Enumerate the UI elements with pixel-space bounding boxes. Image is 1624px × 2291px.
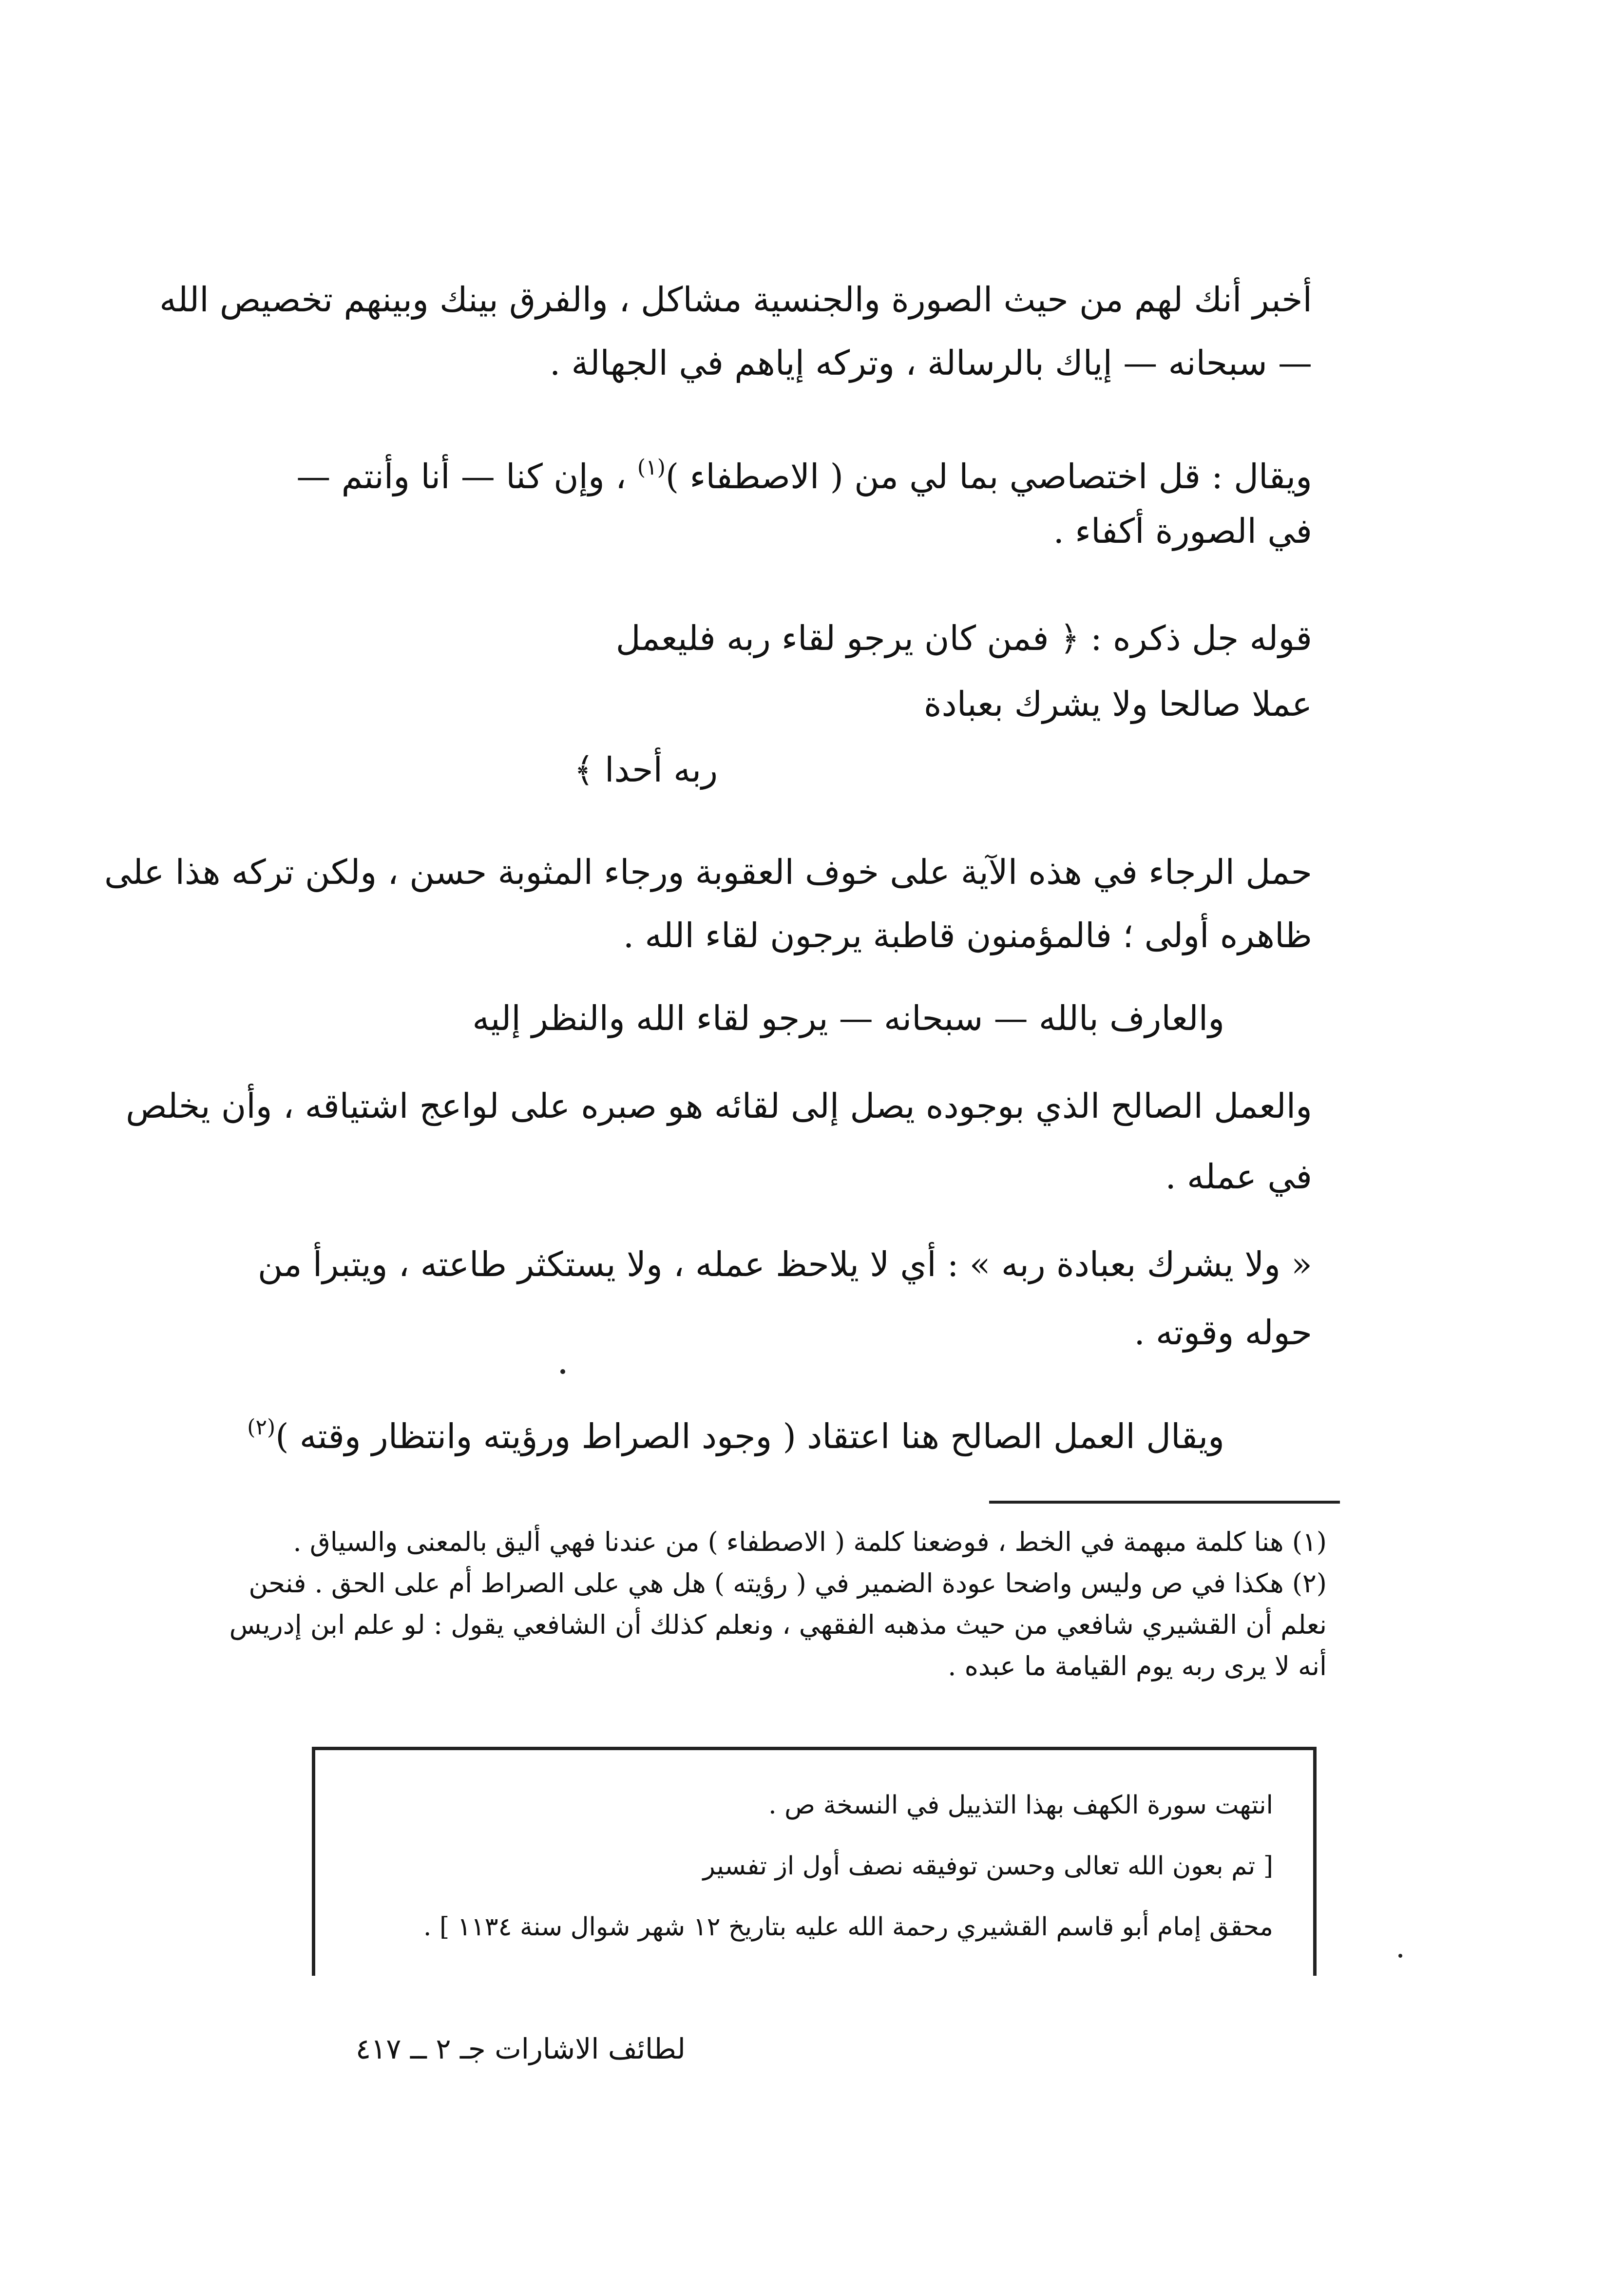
body-line-11: حوله وقوته .	[1134, 1313, 1312, 1353]
body-line-7: والعارف بالله — سبحانه — يرجو لقاء الله والنظر إليه	[472, 998, 1224, 1038]
body-line-12	[211, 1401, 1224, 1463]
footnote-ref-2: (٢)	[247, 1415, 276, 1440]
colophon-line-2: [ تم بعون الله تعالى وحسن توفيقه نصف أول از تفسير	[703, 1852, 1273, 1881]
body-line-9: في عمله .	[1165, 1157, 1312, 1197]
footnote-2-line-3: أنه لا يرى ربه يوم القيامة ما عبده .	[948, 1651, 1327, 1681]
body-line-4: في الصورة أكفاء .	[1053, 511, 1312, 551]
verse-line-3: ربه أحدا ﴾	[573, 750, 718, 790]
body-line-3-head: ويقال : قل اختصاصي بما لي من ( الاصطفاء )	[665, 457, 1312, 496]
verse-line-2: عملا صالحا ولا يشرك بعبادة	[923, 684, 1312, 724]
body-line-12-text: ويقال العمل الصالح هنا اعتقاد ( وجود الصراط ورؤيته وانتظار وقته )	[275, 1416, 1224, 1456]
body-line-1: أخبر أنك لهم من حيث الصورة والجنسية مشاكل ، والفرق بينك وبينهم تخصيص الله	[159, 280, 1312, 320]
stray-dot	[560, 1369, 565, 1374]
body-line-10: « ولا يشرك بعبادة ربه » : أي لا يلاحظ عمله ، ولا يستكثر طاعته ، ويتبرأ من	[257, 1244, 1312, 1284]
colophon-box-right-border	[1313, 1747, 1317, 1976]
footnote-ref-1: (١)	[637, 455, 666, 480]
footnote-2-line-2: نعلم أن القشيري شافعي من حيث مذهبه الفقهي ، ونعلم كذلك أن الشافعي يقول : لو علم ابن إدريس	[229, 1609, 1327, 1640]
colophon-box-left-border	[312, 1747, 315, 1976]
footnote-1: (١) هنا كلمة مبهمة في الخط ، فوضعنا كلمة ( الاصطفاء ) من عندنا فهي أليق بالمعنى والسياق .	[293, 1527, 1327, 1557]
body-line-6: ظاهره أولى ؛ فالمؤمنون قاطبة يرجون لقاء الله .	[623, 916, 1312, 955]
body-line-3-tail: ، وإن كنا — أنا وأنتم —	[296, 457, 627, 496]
colophon-box-top-border	[312, 1747, 1316, 1750]
margin-speck	[1398, 1954, 1402, 1958]
body-line-5: حمل الرجاء في هذه الآية على خوف العقوبة ورجاء المثوبة حسن ، ولكن تركه هذا على	[104, 852, 1312, 892]
colophon-line-1: انتهت سورة الكهف بهذا التذييل في النسخة ص .	[768, 1791, 1273, 1820]
footnote-2-line-1: (٢) هكذا في ص وليس واضحا عودة الضمير في ( رؤيته ) هل هي على الصراط أم على الحق . فنحن	[248, 1568, 1327, 1599]
body-line-3	[296, 441, 1312, 503]
body-line-8: والعمل الصالح الذي بوجوده يصل إلى لقائه هو صبره على لواعج اشتياقه ، وأن يخلص	[126, 1086, 1312, 1126]
verse-line-1: قوله جل ذكره : ﴿ فمن كان يرجو لقاء ربه فليعمل	[615, 618, 1312, 658]
body-line-2: — سبحانه — إياك بالرسالة ، وتركه إياهم في الجهالة .	[550, 343, 1312, 383]
page-folio: لطائف الاشارات جـ ٢ ــ ٤١٧	[356, 2032, 686, 2065]
colophon-line-3: محقق إمام أبو قاسم القشيري رحمة الله عليه بتاريخ ١٢ شهر شوال سنة ١١٣٤ ] .	[423, 1912, 1273, 1942]
footnote-separator	[989, 1501, 1340, 1504]
